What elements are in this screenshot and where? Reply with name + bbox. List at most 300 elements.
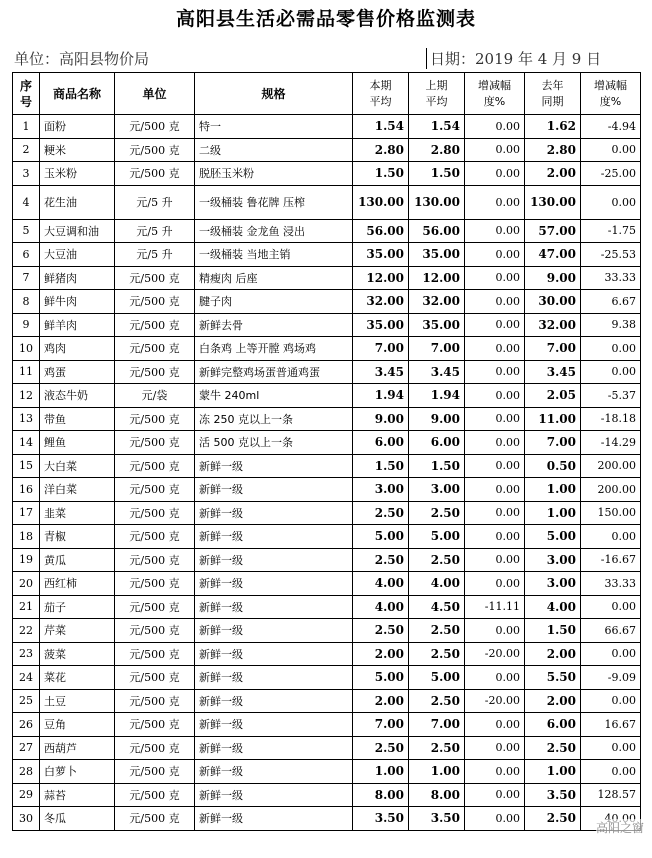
row-index: 23 — [13, 642, 40, 666]
item-unit: 元/500 克 — [115, 807, 195, 831]
last-year: 2.00 — [525, 162, 581, 186]
table-row — [13, 807, 641, 831]
change-pct: 0.00 — [465, 478, 525, 502]
item-spec: 新鲜一级 — [195, 666, 353, 690]
table-row — [13, 548, 641, 572]
change-pct: 0.00 — [465, 666, 525, 690]
item-name: 茄子 — [40, 595, 115, 619]
row-index: 29 — [13, 783, 40, 807]
previous-avg: 4.00 — [409, 572, 465, 596]
table-row — [13, 162, 641, 186]
last-year: 1.62 — [525, 115, 581, 139]
item-spec: 白条鸡 上等开膛 鸡场鸡 — [195, 337, 353, 361]
item-spec: 脱胚玉米粉 — [195, 162, 353, 186]
item-spec: 新鲜一级 — [195, 619, 353, 643]
previous-avg: 2.50 — [409, 619, 465, 643]
yoy-change-pct: 200.00 — [581, 454, 641, 478]
table-row — [13, 478, 641, 502]
yoy-change-pct: -5.37 — [581, 384, 641, 408]
change-pct: 0.00 — [465, 243, 525, 267]
row-index: 10 — [13, 337, 40, 361]
header-yoy-change-pct: 增减幅度% — [581, 73, 641, 115]
header-spec: 规格 — [195, 73, 353, 115]
row-index: 21 — [13, 595, 40, 619]
item-unit: 元/500 克 — [115, 478, 195, 502]
row-index: 4 — [13, 185, 40, 219]
item-spec: 新鲜一级 — [195, 807, 353, 831]
last-year: 7.00 — [525, 431, 581, 455]
previous-avg: 2.50 — [409, 548, 465, 572]
change-pct: 0.00 — [465, 572, 525, 596]
yoy-change-pct: 200.00 — [581, 478, 641, 502]
current-avg: 2.80 — [353, 138, 409, 162]
item-name: 韭菜 — [40, 501, 115, 525]
table-row — [13, 185, 641, 219]
header-change-pct: 增减幅度% — [465, 73, 525, 115]
yoy-change-pct: 128.57 — [581, 783, 641, 807]
item-unit: 元/500 克 — [115, 290, 195, 314]
current-avg: 35.00 — [353, 313, 409, 337]
item-unit: 元/500 克 — [115, 572, 195, 596]
item-unit: 元/5 升 — [115, 219, 195, 243]
current-avg: 5.00 — [353, 666, 409, 690]
row-index: 5 — [13, 219, 40, 243]
item-spec: 新鲜一级 — [195, 525, 353, 549]
current-avg: 1.94 — [353, 384, 409, 408]
header-current-avg: 本期平均 — [353, 73, 409, 115]
last-year: 3.45 — [525, 360, 581, 384]
row-index: 6 — [13, 243, 40, 267]
item-unit: 元/500 克 — [115, 138, 195, 162]
item-unit: 元/500 克 — [115, 266, 195, 290]
previous-avg: 3.00 — [409, 478, 465, 502]
watermark: 高阳之窗 — [595, 821, 644, 835]
item-name: 鲤鱼 — [40, 431, 115, 455]
change-pct: 0.00 — [465, 501, 525, 525]
item-spec: 一级桶装 金龙鱼 浸出 — [195, 219, 353, 243]
change-pct: 0.00 — [465, 219, 525, 243]
yoy-change-pct: 0.00 — [581, 689, 641, 713]
yoy-change-pct: 16.67 — [581, 713, 641, 737]
yoy-change-pct: 0.00 — [581, 525, 641, 549]
previous-avg: 35.00 — [409, 243, 465, 267]
item-name: 大白菜 — [40, 454, 115, 478]
change-pct: 0.00 — [465, 713, 525, 737]
item-spec: 新鲜一级 — [195, 642, 353, 666]
item-spec: 活 500 克以上一条 — [195, 431, 353, 455]
row-index: 14 — [13, 431, 40, 455]
item-name: 鲜牛肉 — [40, 290, 115, 314]
item-unit: 元/500 克 — [115, 642, 195, 666]
current-avg: 3.50 — [353, 807, 409, 831]
previous-avg: 2.50 — [409, 642, 465, 666]
item-spec: 新鲜去骨 — [195, 313, 353, 337]
yoy-change-pct: 0.00 — [581, 736, 641, 760]
last-year: 7.00 — [525, 337, 581, 361]
change-pct: 0.00 — [465, 525, 525, 549]
item-unit: 元/500 克 — [115, 115, 195, 139]
table-row — [13, 572, 641, 596]
item-unit: 元/500 克 — [115, 595, 195, 619]
current-avg: 9.00 — [353, 407, 409, 431]
yoy-change-pct: 33.33 — [581, 572, 641, 596]
last-year: 2.00 — [525, 642, 581, 666]
item-name: 花生油 — [40, 185, 115, 219]
current-avg: 2.00 — [353, 642, 409, 666]
item-name: 土豆 — [40, 689, 115, 713]
yoy-change-pct: -25.53 — [581, 243, 641, 267]
table-row — [13, 313, 641, 337]
previous-avg: 2.50 — [409, 501, 465, 525]
item-unit: 元/500 克 — [115, 783, 195, 807]
header-last-year: 去年同期 — [525, 73, 581, 115]
table-row — [13, 666, 641, 690]
change-pct: 0.00 — [465, 619, 525, 643]
item-unit: 元/500 克 — [115, 736, 195, 760]
last-year: 3.00 — [525, 548, 581, 572]
item-spec: 一级桶装 当地主销 — [195, 243, 353, 267]
item-name: 菠菜 — [40, 642, 115, 666]
table-row — [13, 454, 641, 478]
item-name: 大豆油 — [40, 243, 115, 267]
row-index: 2 — [13, 138, 40, 162]
change-pct: 0.00 — [465, 454, 525, 478]
last-year: 5.50 — [525, 666, 581, 690]
change-pct: 0.00 — [465, 548, 525, 572]
current-avg: 3.45 — [353, 360, 409, 384]
item-unit: 元/500 克 — [115, 431, 195, 455]
item-spec: 腱子肉 — [195, 290, 353, 314]
previous-avg: 5.00 — [409, 525, 465, 549]
item-spec: 特一 — [195, 115, 353, 139]
table-row — [13, 736, 641, 760]
current-avg: 2.50 — [353, 736, 409, 760]
previous-avg: 32.00 — [409, 290, 465, 314]
current-avg: 1.54 — [353, 115, 409, 139]
row-index: 15 — [13, 454, 40, 478]
last-year: 3.00 — [525, 572, 581, 596]
item-name: 带鱼 — [40, 407, 115, 431]
item-spec: 新鲜一级 — [195, 572, 353, 596]
yoy-change-pct: -9.09 — [581, 666, 641, 690]
previous-avg: 1.54 — [409, 115, 465, 139]
item-unit: 元/500 克 — [115, 666, 195, 690]
table-row — [13, 384, 641, 408]
previous-avg: 2.50 — [409, 689, 465, 713]
last-year: 2.80 — [525, 138, 581, 162]
yoy-change-pct: -18.18 — [581, 407, 641, 431]
current-avg: 1.00 — [353, 760, 409, 784]
header-index: 序号 — [13, 73, 40, 115]
change-pct: -20.00 — [465, 642, 525, 666]
change-pct: 0.00 — [465, 290, 525, 314]
item-spec: 冻 250 克以上一条 — [195, 407, 353, 431]
last-year: 2.50 — [525, 807, 581, 831]
item-name: 青椒 — [40, 525, 115, 549]
row-index: 9 — [13, 313, 40, 337]
item-name: 黄瓜 — [40, 548, 115, 572]
previous-avg: 130.00 — [409, 185, 465, 219]
row-index: 3 — [13, 162, 40, 186]
current-avg: 2.00 — [353, 689, 409, 713]
last-year: 1.00 — [525, 760, 581, 784]
yoy-change-pct: 0.00 — [581, 760, 641, 784]
table-row — [13, 642, 641, 666]
item-unit: 元/袋 — [115, 384, 195, 408]
table-row — [13, 290, 641, 314]
item-name: 玉米粉 — [40, 162, 115, 186]
table-row — [13, 243, 641, 267]
previous-avg: 8.00 — [409, 783, 465, 807]
last-year: 11.00 — [525, 407, 581, 431]
item-name: 面粉 — [40, 115, 115, 139]
previous-avg: 1.50 — [409, 454, 465, 478]
table-row — [13, 713, 641, 737]
previous-avg: 1.50 — [409, 162, 465, 186]
item-unit: 元/500 克 — [115, 360, 195, 384]
table-row — [13, 525, 641, 549]
item-unit: 元/500 克 — [115, 525, 195, 549]
current-avg: 5.00 — [353, 525, 409, 549]
item-spec: 二级 — [195, 138, 353, 162]
price-table — [12, 72, 641, 831]
header-previous-avg: 上期平均 — [409, 73, 465, 115]
yoy-change-pct: 6.67 — [581, 290, 641, 314]
item-name: 鲜羊肉 — [40, 313, 115, 337]
row-index: 20 — [13, 572, 40, 596]
yoy-change-pct: 0.00 — [581, 337, 641, 361]
current-avg: 35.00 — [353, 243, 409, 267]
last-year: 32.00 — [525, 313, 581, 337]
yoy-change-pct: 0.00 — [581, 185, 641, 219]
change-pct: 0.00 — [465, 736, 525, 760]
change-pct: 0.00 — [465, 162, 525, 186]
change-pct: 0.00 — [465, 138, 525, 162]
current-avg: 7.00 — [353, 337, 409, 361]
row-index: 22 — [13, 619, 40, 643]
item-name: 西红柿 — [40, 572, 115, 596]
yoy-change-pct: 0.00 — [581, 138, 641, 162]
last-year: 1.00 — [525, 478, 581, 502]
yoy-change-pct: 150.00 — [581, 501, 641, 525]
header-name: 商品名称 — [40, 73, 115, 115]
item-unit: 元/500 克 — [115, 454, 195, 478]
row-index: 16 — [13, 478, 40, 502]
current-avg: 4.00 — [353, 595, 409, 619]
previous-avg: 7.00 — [409, 713, 465, 737]
item-unit: 元/500 克 — [115, 760, 195, 784]
table-row — [13, 138, 641, 162]
current-avg: 1.50 — [353, 454, 409, 478]
row-index: 7 — [13, 266, 40, 290]
table-row — [13, 266, 641, 290]
item-spec: 新鲜一级 — [195, 783, 353, 807]
item-name: 液态牛奶 — [40, 384, 115, 408]
previous-avg: 12.00 — [409, 266, 465, 290]
table-row — [13, 360, 641, 384]
item-spec: 新鲜一级 — [195, 713, 353, 737]
item-unit: 元/500 克 — [115, 162, 195, 186]
item-unit: 元/500 克 — [115, 501, 195, 525]
item-spec: 新鲜一级 — [195, 736, 353, 760]
previous-avg: 35.00 — [409, 313, 465, 337]
item-name: 洋白菜 — [40, 478, 115, 502]
change-pct: 0.00 — [465, 760, 525, 784]
row-index: 11 — [13, 360, 40, 384]
row-index: 24 — [13, 666, 40, 690]
item-unit: 元/500 克 — [115, 548, 195, 572]
row-index: 17 — [13, 501, 40, 525]
previous-avg: 1.00 — [409, 760, 465, 784]
table-header-row — [13, 73, 641, 115]
last-year: 3.50 — [525, 783, 581, 807]
last-year: 2.05 — [525, 384, 581, 408]
yoy-change-pct: 9.38 — [581, 313, 641, 337]
table-row — [13, 760, 641, 784]
row-index: 30 — [13, 807, 40, 831]
current-avg: 32.00 — [353, 290, 409, 314]
previous-avg: 7.00 — [409, 337, 465, 361]
current-avg: 7.00 — [353, 713, 409, 737]
item-name: 西葫芦 — [40, 736, 115, 760]
item-unit: 元/500 克 — [115, 313, 195, 337]
page-title: 高阳县生活必需品零售价格监测表 — [175, 8, 476, 30]
row-index: 18 — [13, 525, 40, 549]
item-unit: 元/500 克 — [115, 689, 195, 713]
item-name: 蒜苔 — [40, 783, 115, 807]
yoy-change-pct: -1.75 — [581, 219, 641, 243]
change-pct: 0.00 — [465, 185, 525, 219]
item-spec: 新鲜一级 — [195, 501, 353, 525]
table-row — [13, 115, 641, 139]
change-pct: 0.00 — [465, 431, 525, 455]
item-spec: 新鲜完整鸡场蛋普通鸡蛋 — [195, 360, 353, 384]
previous-avg: 5.00 — [409, 666, 465, 690]
item-spec: 一级桶装 鲁花牌 压榨 — [195, 185, 353, 219]
last-year: 6.00 — [525, 713, 581, 737]
table-row — [13, 219, 641, 243]
last-year: 5.00 — [525, 525, 581, 549]
item-unit: 元/500 克 — [115, 619, 195, 643]
current-avg: 8.00 — [353, 783, 409, 807]
item-spec: 新鲜一级 — [195, 548, 353, 572]
yoy-change-pct: 0.00 — [581, 360, 641, 384]
last-year: 2.00 — [525, 689, 581, 713]
item-name: 粳米 — [40, 138, 115, 162]
change-pct: 0.00 — [465, 360, 525, 384]
previous-avg: 3.50 — [409, 807, 465, 831]
change-pct: 0.00 — [465, 384, 525, 408]
yoy-change-pct: -16.67 — [581, 548, 641, 572]
table-row — [13, 689, 641, 713]
item-name: 大豆调和油 — [40, 219, 115, 243]
change-pct: 0.00 — [465, 313, 525, 337]
last-year: 0.50 — [525, 454, 581, 478]
previous-avg: 4.50 — [409, 595, 465, 619]
yoy-change-pct: 0.00 — [581, 642, 641, 666]
row-index: 12 — [13, 384, 40, 408]
change-pct: 0.00 — [465, 337, 525, 361]
current-avg: 6.00 — [353, 431, 409, 455]
item-spec: 新鲜一级 — [195, 760, 353, 784]
item-name: 鸡肉 — [40, 337, 115, 361]
item-spec: 新鲜一级 — [195, 454, 353, 478]
item-unit: 元/5 升 — [115, 185, 195, 219]
current-avg: 3.00 — [353, 478, 409, 502]
table-row — [13, 337, 641, 361]
previous-avg: 3.45 — [409, 360, 465, 384]
current-avg: 4.00 — [353, 572, 409, 596]
last-year: 130.00 — [525, 185, 581, 219]
current-avg: 130.00 — [353, 185, 409, 219]
current-avg: 2.50 — [353, 548, 409, 572]
row-index: 27 — [13, 736, 40, 760]
last-year: 30.00 — [525, 290, 581, 314]
change-pct: 0.00 — [465, 783, 525, 807]
table-row — [13, 783, 641, 807]
yoy-change-pct: 33.33 — [581, 266, 641, 290]
last-year: 2.50 — [525, 736, 581, 760]
last-year: 1.00 — [525, 501, 581, 525]
table-row — [13, 501, 641, 525]
previous-avg: 2.80 — [409, 138, 465, 162]
change-pct: -11.11 — [465, 595, 525, 619]
item-spec: 新鲜一级 — [195, 478, 353, 502]
last-year: 4.00 — [525, 595, 581, 619]
table-row — [13, 407, 641, 431]
unit-label: 单位：高阳县物价局 — [14, 50, 150, 68]
item-unit: 元/500 克 — [115, 337, 195, 361]
row-index: 13 — [13, 407, 40, 431]
row-index: 8 — [13, 290, 40, 314]
yoy-change-pct: -4.94 — [581, 115, 641, 139]
previous-avg: 6.00 — [409, 431, 465, 455]
previous-avg: 56.00 — [409, 219, 465, 243]
table-row — [13, 431, 641, 455]
change-pct: -20.00 — [465, 689, 525, 713]
item-unit: 元/500 克 — [115, 407, 195, 431]
table-row — [13, 619, 641, 643]
item-spec: 新鲜一级 — [195, 595, 353, 619]
item-unit: 元/5 升 — [115, 243, 195, 267]
last-year: 47.00 — [525, 243, 581, 267]
item-name: 芹菜 — [40, 619, 115, 643]
item-name: 冬瓜 — [40, 807, 115, 831]
change-pct: 0.00 — [465, 266, 525, 290]
header-unit: 单位 — [115, 73, 195, 115]
item-name: 鲜猪肉 — [40, 266, 115, 290]
change-pct: 0.00 — [465, 407, 525, 431]
current-avg: 56.00 — [353, 219, 409, 243]
row-index: 25 — [13, 689, 40, 713]
yoy-change-pct: -25.00 — [581, 162, 641, 186]
previous-avg: 9.00 — [409, 407, 465, 431]
table-row — [13, 595, 641, 619]
yoy-change-pct: -14.29 — [581, 431, 641, 455]
previous-avg: 1.94 — [409, 384, 465, 408]
current-avg: 2.50 — [353, 501, 409, 525]
yoy-change-pct: 0.00 — [581, 595, 641, 619]
change-pct: 0.00 — [465, 807, 525, 831]
current-avg: 12.00 — [353, 266, 409, 290]
row-index: 28 — [13, 760, 40, 784]
current-avg: 1.50 — [353, 162, 409, 186]
last-year: 1.50 — [525, 619, 581, 643]
date-label: 日期：2019 年 4 月 9 日 — [426, 48, 601, 69]
row-index: 19 — [13, 548, 40, 572]
item-name: 鸡蛋 — [40, 360, 115, 384]
last-year: 57.00 — [525, 219, 581, 243]
